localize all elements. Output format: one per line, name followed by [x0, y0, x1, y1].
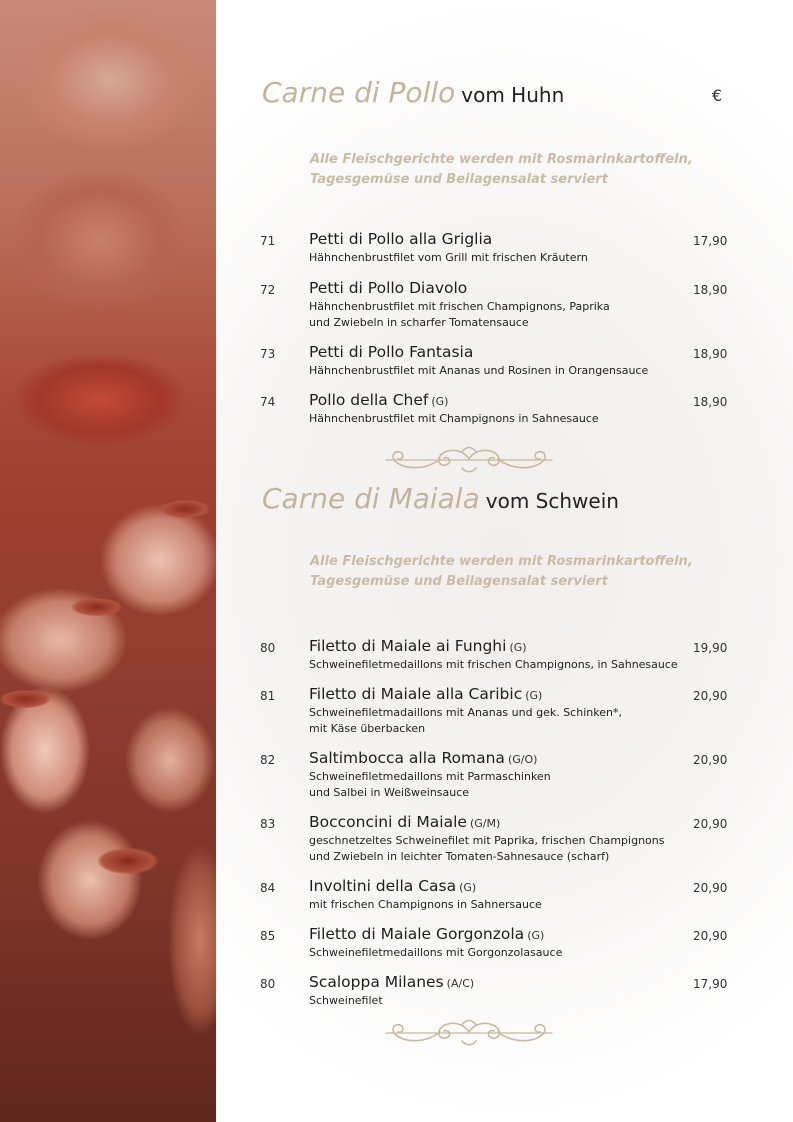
item-allergen: (G) — [431, 395, 449, 408]
item-number: 82 — [260, 753, 276, 767]
item-number: 71 — [260, 234, 276, 248]
section-title-italian: Carne di Pollo — [262, 76, 456, 109]
section-note: Alle Fleischgerichte werden mit Rosmarinkartoffeln, Tagesgemüse und Beilagensalat serviert — [310, 152, 693, 187]
scroll-ornament-icon — [382, 442, 556, 476]
item-name — [309, 279, 467, 297]
item-description: Schweinefilet — [309, 994, 383, 1007]
item-name-text: Pollo della Chef — [309, 391, 429, 409]
item-allergen: (G) — [509, 641, 527, 654]
item-name-text: Filetto di Maiale Gorgonzola — [309, 925, 525, 943]
item-number: 85 — [260, 929, 276, 943]
item-name-text: Filetto di Maiale alla Caribic — [309, 685, 523, 703]
item-number: 80 — [260, 641, 276, 655]
garlic-root-decoration — [98, 848, 158, 874]
section-title-italian: Carne di Maiala — [262, 482, 480, 515]
item-number: 80 — [260, 977, 276, 991]
item-price: 18,90 — [693, 347, 728, 361]
item-description: Schweinefiletmadaillons mit Ananas und gek. Schinken*, mit Käse überbacken — [309, 706, 622, 735]
item-description: mit frischen Champignons in Sahnersauce — [309, 898, 542, 911]
section-note: Alle Fleischgerichte werden mit Rosmarinkartoffeln, Tagesgemüse und Beilagensalat serviert — [310, 554, 693, 589]
item-description: Schweinefiletmedaillons mit Gorgonzolasauce — [309, 946, 563, 959]
item-name — [309, 877, 476, 895]
item-price: 20,90 — [693, 929, 728, 943]
item-description: geschnetzeltes Schweinefilet mit Paprika, frischen Champignons und Zwiebeln in leichter Tomaten-Sahnesauce (scharf) — [309, 834, 665, 863]
garlic-root-decoration — [160, 500, 210, 518]
item-number: 72 — [260, 283, 276, 297]
garlic-photo-strip — [0, 0, 216, 1122]
item-name — [309, 749, 537, 767]
item-name-text: Saltimbocca alla Romana — [309, 749, 505, 767]
item-name-text: Involtini della Casa — [309, 877, 457, 895]
section-title-german: vom Huhn — [461, 83, 565, 107]
item-description: Schweinefiletmedaillons mit frischen Champignons, in Sahnesauce — [309, 658, 678, 671]
currency-symbol: € — [712, 86, 723, 105]
item-name — [309, 925, 544, 943]
section-title-maiale — [262, 482, 619, 515]
item-allergen: (G) — [525, 689, 543, 702]
item-allergen: (G/O) — [507, 753, 538, 766]
item-name — [309, 230, 492, 248]
item-price: 20,90 — [693, 689, 728, 703]
item-number: 73 — [260, 347, 276, 361]
item-price: 20,90 — [693, 881, 728, 895]
menu-page — [216, 0, 793, 1122]
item-price: 20,90 — [693, 753, 728, 767]
item-number: 84 — [260, 881, 276, 895]
section-title-german: vom Schwein — [485, 489, 619, 513]
item-name — [309, 391, 448, 409]
item-description: Hähnchenbrustfilet mit frischen Champignons, Paprika und Zwiebeln in scharfer Tomatensauce — [309, 300, 610, 329]
item-price: 18,90 — [693, 283, 728, 297]
item-number: 83 — [260, 817, 276, 831]
item-description: Hähnchenbrustfilet mit Champignons in Sahnesauce — [309, 412, 599, 425]
item-name-text: Petti di Pollo Fantasia — [309, 343, 474, 361]
item-price: 18,90 — [693, 395, 728, 409]
item-name-text: Scaloppa Milanes — [309, 973, 444, 991]
item-price: 17,90 — [693, 234, 728, 248]
item-description: Hähnchenbrustfilet vom Grill mit frischen Kräutern — [309, 251, 588, 264]
item-name-text: Bocconcini di Maiale — [309, 813, 467, 831]
garlic-root-decoration — [0, 690, 50, 708]
item-description: Schweinefiletmedaillons mit Parmaschinken und Salbei in Weißweinsauce — [309, 770, 551, 799]
garlic-root-decoration — [72, 598, 122, 616]
item-allergen: (A/C) — [446, 977, 475, 990]
item-name-text: Filetto di Maiale ai Funghi — [309, 637, 507, 655]
item-name-text: Petti di Pollo Diavolo — [309, 279, 468, 297]
item-allergen: (G) — [527, 929, 545, 942]
scroll-ornament-icon — [382, 1015, 556, 1049]
item-name — [309, 685, 542, 703]
item-name — [309, 637, 527, 655]
item-description: Hähnchenbrustfilet mit Ananas und Rosinen in Orangensauce — [309, 364, 649, 377]
item-price: 20,90 — [693, 817, 728, 831]
item-name — [309, 343, 473, 361]
item-name — [309, 813, 500, 831]
item-allergen: (G/M) — [469, 817, 501, 830]
item-price: 17,90 — [693, 977, 728, 991]
item-number: 81 — [260, 689, 276, 703]
item-allergen: (G) — [459, 881, 477, 894]
item-number: 74 — [260, 395, 276, 409]
item-price: 19,90 — [693, 641, 728, 655]
item-name-text: Petti di Pollo alla Griglia — [309, 230, 493, 248]
section-title-pollo — [262, 76, 564, 109]
item-name — [309, 973, 474, 991]
